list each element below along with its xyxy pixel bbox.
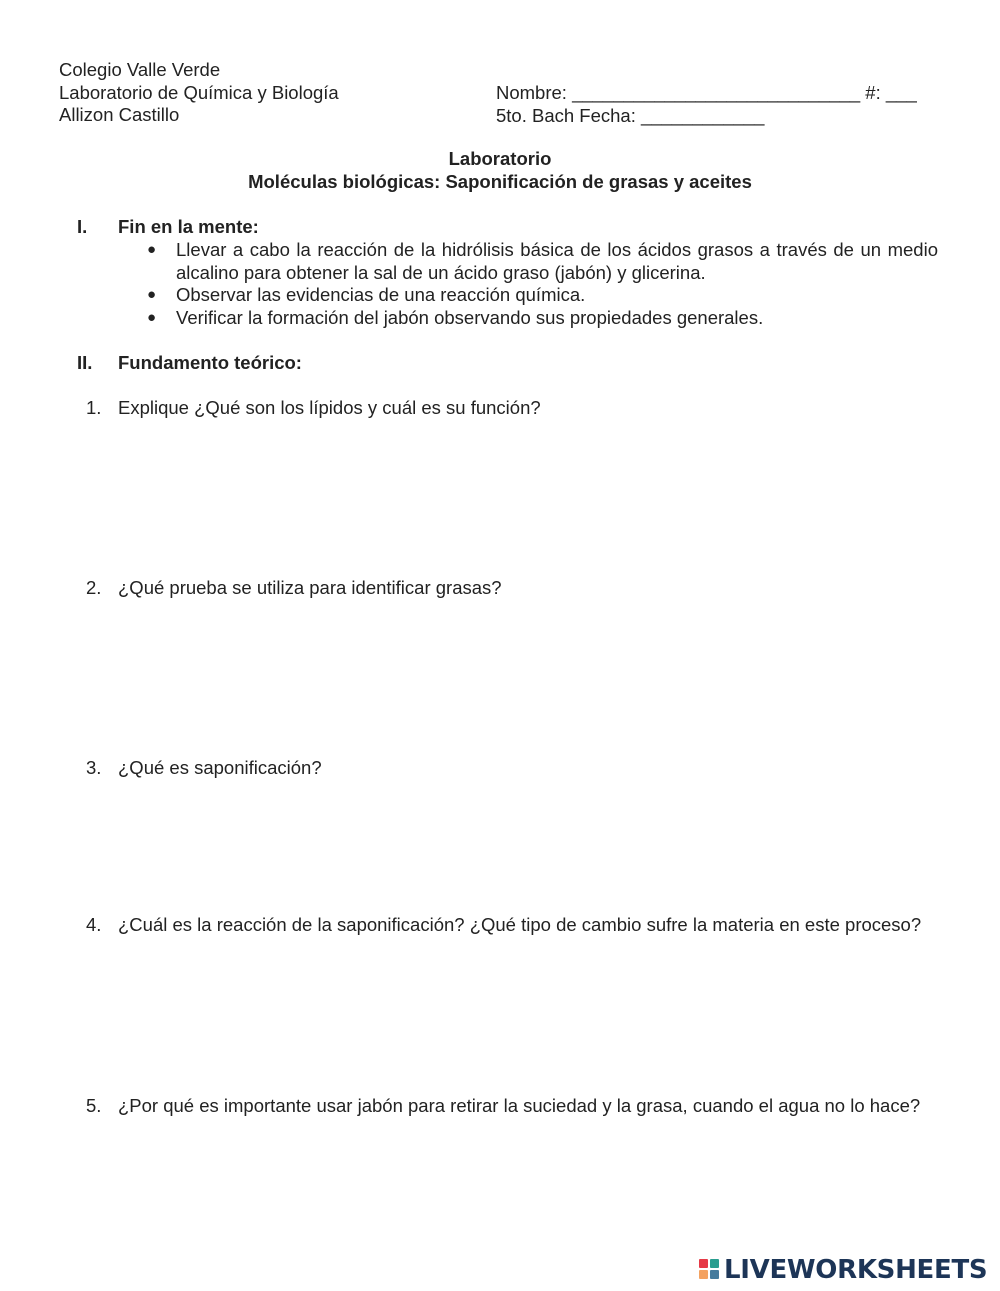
question-2: 2. ¿Qué prueba se utiliza para identificar grasas? bbox=[86, 577, 502, 598]
student-name-line: Nombre: ____________________________ #: ___ bbox=[496, 82, 917, 103]
grade-date-line: 5to. Bach Fecha: ____________ bbox=[496, 104, 765, 126]
objectives-list bbox=[147, 239, 938, 329]
section-2-number: II. bbox=[77, 352, 93, 373]
school-name: Colegio Valle Verde bbox=[59, 59, 221, 80]
section-1-title: Fin en la mente: bbox=[118, 216, 259, 237]
title-block bbox=[0, 148, 1000, 193]
brand-text: LIVEWORKSHEETS bbox=[724, 1254, 988, 1285]
list-item: ● Llevar a cabo la reacción de la hidrólisis básica de los ácidos grasos a través de un medio alcalino para obtener la sal de un ácido graso (jabón) y glicerina. bbox=[147, 239, 938, 283]
lab-name: Laboratorio de Química y Biología bbox=[59, 81, 339, 103]
teacher-name: Allizon Castillo bbox=[59, 104, 180, 125]
bullet-icon: ● bbox=[147, 241, 157, 258]
page-title: Laboratorio bbox=[448, 148, 552, 169]
liveworksheets-logo-icon bbox=[699, 1259, 721, 1281]
question-1: 1. Explique ¿Qué son los lípidos y cuál es su función? bbox=[86, 397, 541, 418]
header-right bbox=[496, 82, 917, 127]
list-item: ● Verificar la formación del jabón observando sus propiedades generales. bbox=[147, 306, 764, 328]
bullet-icon: ● bbox=[147, 286, 157, 303]
bullet-icon: ● bbox=[147, 308, 157, 326]
liveworksheets-brand bbox=[699, 1256, 987, 1284]
header-left bbox=[59, 59, 339, 127]
question-5: 5. ¿Por qué es importante usar jabón para retirar la suciedad y la grasa, cuando el agua no lo hace? bbox=[86, 1095, 921, 1116]
list-item: ● Observar las evidencias de una reacción química. bbox=[147, 284, 586, 305]
section-1-number: I. bbox=[77, 216, 88, 237]
page-subtitle: Moléculas biológicas: Saponificación de grasas y aceites bbox=[248, 170, 752, 192]
question-4: 4. ¿Cuál es la reacción de la saponificación? ¿Qué tipo de cambio sufre la materia en este proceso? bbox=[86, 914, 922, 935]
section-2-heading bbox=[0, 352, 1000, 375]
question-3: 3. ¿Qué es saponificación? bbox=[86, 757, 322, 778]
section-2-title: Fundamento teórico: bbox=[118, 352, 302, 373]
section-1-heading bbox=[0, 216, 1000, 239]
